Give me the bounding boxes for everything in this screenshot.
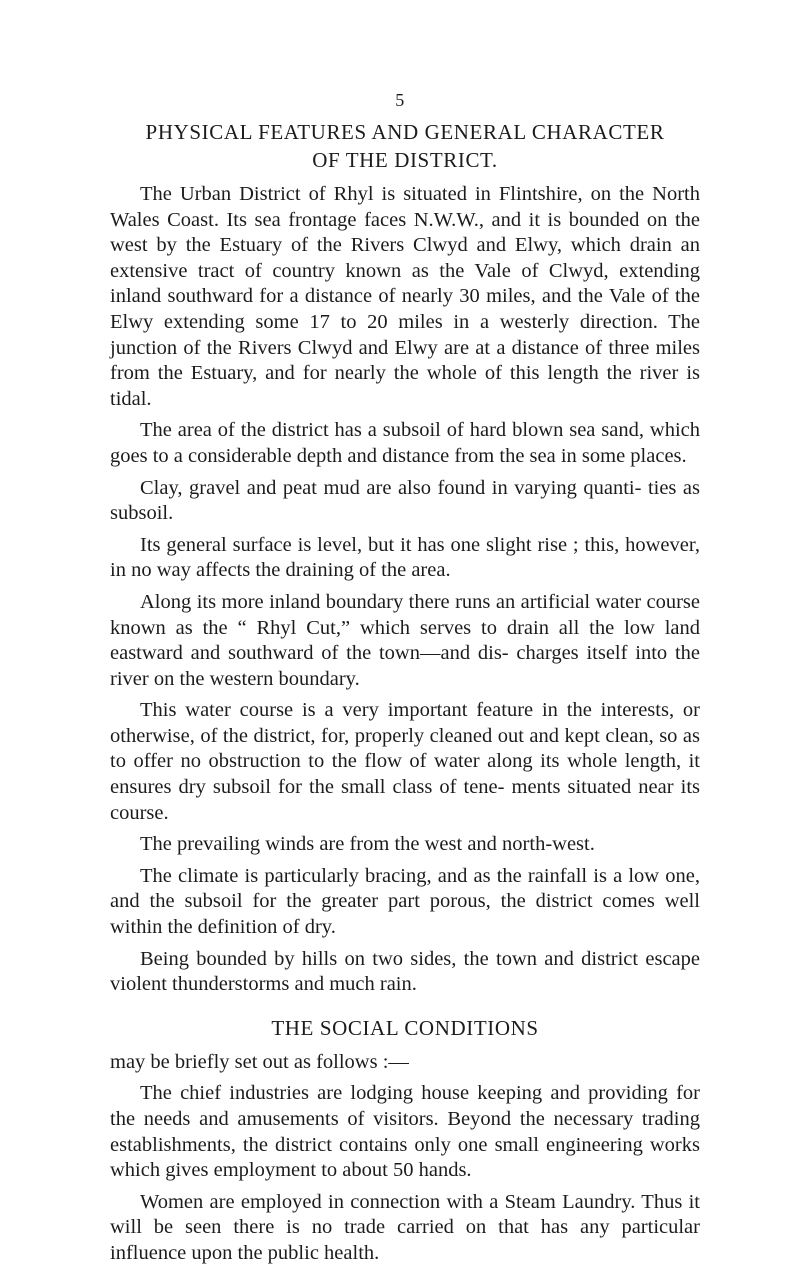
page-content [110, 118, 700, 1273]
paragraph-subsoil: The area of the district has a subsoil of hard blown sea sand, which goes to a considerable depth and distance from the sea in some places. [110, 419, 700, 467]
page-number: 5 [395, 90, 405, 110]
section-subheading-district: OF THE DISTRICT. [312, 148, 498, 172]
paragraph-rhyl-cut: Along its more inland boundary there runs an artificial water course known as the “ Rhyl Cut,” which serves to drain all the low land eastward and southward of the town—and dis- charges itself into the river on the western boundary. [110, 590, 700, 690]
paragraph-clay-gravel: Clay, gravel and peat mud are also found in varying quanti- ties as subsoil. [110, 476, 700, 525]
paragraph-hills: Being bounded by hills on two sides, the town and district escape violent thunderstorms and much rain. [110, 947, 700, 996]
paragraph-surface: Its general surface is level, but it has one slight rise ; this, however, in no way affects the draining of the area. [110, 533, 700, 582]
paragraph-water-course: This water course is a very important feature in the interests, or otherwise, of the district, for, properly cleaned out and kept clean, so as to offer no obstruction to the flow of water along its whole length, it ensures dry subsoil for the small class of tene- ments situated near its course. [110, 699, 700, 824]
paragraph-location: The Urban District of Rhyl is situated in Flintshire, on the North Wales Coast. Its sea frontage faces N.W.W., and it is bounded on the west by the Estuary of the Rivers Clwyd and Elwy, which drain an extensive tract of country known as the Vale of Clwyd, extending inland southward for a distance of nearly 30 miles, and the Vale of the Elwy extending some 17 to 20 miles in a westerly direction. The junction of the Rivers Clwyd and Elwy are at a distance of three miles from the Estuary, and for nearly the whole of this length the river is tidal. [110, 183, 700, 410]
section-heading-physical-features: PHYSICAL FEATURES AND GENERAL CHARACTER [145, 120, 665, 144]
paragraph-climate: The climate is particularly bracing, and as the rainfall is a low one, and the subsoil for the greater part porous, the district comes well within the definition of dry. [110, 864, 700, 939]
paragraph-women-employment: Women are employed in connection with a Steam Laundry. Thus it will be seen there is no trade carried on that has any particular influence upon the public health. [110, 1190, 700, 1264]
section-heading-social-conditions: THE SOCIAL CONDITIONS [271, 1015, 539, 1040]
paragraph-industries: The chief industries are lodging house keeping and providing for the needs and amusements of visitors. Beyond the necessary trading establishments, the district contains only one small engineering works which gives employment to about 50 hands. [110, 1082, 700, 1182]
paragraph-winds: The prevailing winds are from the west and north-west. [140, 833, 595, 856]
paragraph-social-intro: may be briefly set out as follows :— [110, 1050, 409, 1073]
